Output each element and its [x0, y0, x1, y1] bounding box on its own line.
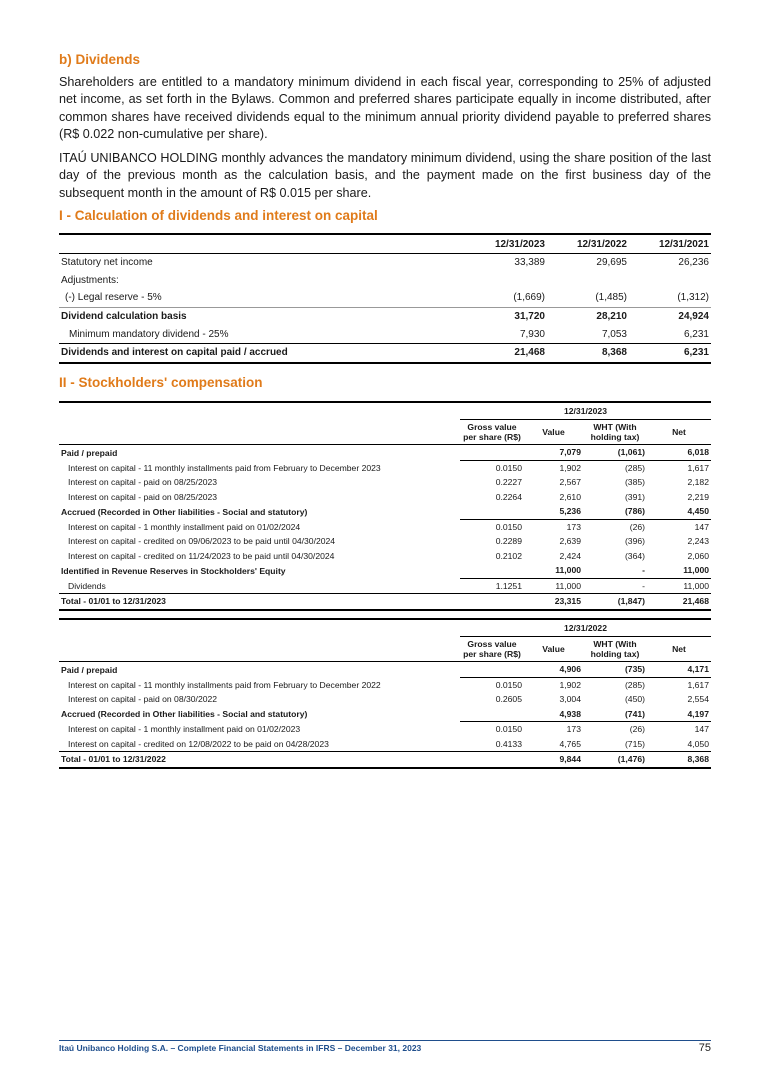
- row-label: Total - 01/01 to 12/31/2023: [59, 594, 460, 610]
- cell-value: 33,389: [514, 257, 545, 269]
- footer-divider: [59, 1040, 711, 1041]
- wht-header: WHT (With holding tax): [583, 637, 647, 662]
- row-label: Dividends and interest on capital paid / accrued: [59, 343, 465, 362]
- period-header: 12/31/2023: [460, 402, 711, 420]
- cell-value: 4,906: [524, 662, 583, 678]
- cell-wht: (735): [583, 662, 647, 678]
- table-row: [59, 549, 711, 564]
- cell-value: 2,567: [559, 477, 581, 488]
- table-row: [59, 692, 711, 707]
- cell-value: 7,079: [524, 445, 583, 461]
- wht-header: WHT (With holding tax): [583, 420, 647, 445]
- row-label: Interest on capital - 11 monthly installments paid from February to December 2022: [68, 679, 381, 690]
- cell-value: 8,368: [547, 343, 629, 362]
- cell-gross: 0.2227: [495, 477, 522, 488]
- cell-value: 24,924: [629, 307, 711, 325]
- cell-value: 2,424: [559, 550, 581, 561]
- dividends-calculation-table: [59, 233, 711, 364]
- cell-value: 3,004: [559, 694, 581, 705]
- row-label: Paid / prepaid: [61, 447, 118, 458]
- cell-value: 31,720: [465, 307, 547, 325]
- row-label: Interest on capital - paid on 08/25/2023: [68, 491, 218, 502]
- cell-net: 147: [694, 521, 709, 532]
- cell-net: 2,219: [687, 491, 709, 502]
- cell-net: 11,000: [647, 563, 711, 578]
- table-body: [59, 445, 711, 610]
- cell-value: 173: [566, 724, 581, 735]
- cell-wht: (396): [624, 536, 645, 547]
- cell-gross: [460, 662, 524, 678]
- cell-gross: [460, 752, 524, 768]
- cell-value: 26,236: [678, 257, 709, 269]
- table-row: [59, 445, 711, 461]
- cell-net: 4,171: [647, 662, 711, 678]
- table-row: [59, 272, 711, 290]
- section1-heading: I - Calculation of dividends and interest on capital: [59, 208, 378, 223]
- cell-value: 9,844: [524, 752, 583, 768]
- cell-wht: -: [642, 580, 645, 591]
- cell-value: (1,485): [595, 292, 627, 304]
- cell-net: 4,197: [647, 707, 711, 722]
- table-row: [59, 460, 711, 475]
- gross-value-header: Gross value per share (R$): [460, 420, 524, 445]
- cell-gross: [460, 707, 524, 722]
- table-row: [59, 289, 711, 307]
- table-row: [59, 519, 711, 534]
- cell-value: 7,053: [601, 328, 627, 340]
- table-row: [59, 490, 711, 505]
- dividends-paragraph-2: ITAÚ UNIBANCO HOLDING monthly advances the mandatory minimum dividend, using the share position of the last day of the previous month as the calculation basis, and the payment made on the first business day of the subsequent month in the amount of R$ 0.015 per share.: [59, 151, 711, 200]
- value-header: Value: [524, 420, 583, 445]
- cell-value: 1,902: [559, 679, 581, 690]
- cell-net: 21,468: [647, 594, 711, 610]
- row-label: Interest on capital - paid on 08/30/2022: [68, 694, 218, 705]
- table-row: [59, 578, 711, 594]
- cell-wht: (1,847): [583, 594, 647, 610]
- cell-value: 11,000: [555, 580, 581, 591]
- cell-gross: 0.0150: [495, 724, 522, 735]
- compensation-table-2022: [59, 618, 711, 769]
- row-label: Dividends: [68, 580, 106, 591]
- table-row: [59, 563, 711, 578]
- table-row: [59, 707, 711, 722]
- cell-value: 7,930: [519, 328, 545, 340]
- row-label: Total - 01/01 to 12/31/2022: [59, 752, 460, 768]
- cell-wht: (391): [624, 491, 645, 502]
- table-row: [59, 677, 711, 692]
- table-row: [59, 752, 711, 768]
- cell-wht: (715): [624, 738, 645, 749]
- row-label: (-) Legal reserve - 5%: [65, 292, 162, 304]
- cell-gross: 0.2264: [495, 491, 522, 502]
- cell-wht: (364): [624, 550, 645, 561]
- cell-net: 4,050: [687, 738, 709, 749]
- cell-net: 11,000: [683, 580, 709, 591]
- row-label: Accrued (Recorded in Other liabilities - Social and statutory): [61, 709, 308, 719]
- cell-value: 173: [566, 521, 581, 532]
- cell-gross: 1.1251: [495, 580, 522, 591]
- cell-wht: (26): [629, 724, 645, 735]
- cell-value: 5,236: [524, 504, 583, 519]
- cell-value: 4,938: [524, 707, 583, 722]
- row-label: Accrued (Recorded in Other liabilities - Social and statutory): [61, 506, 308, 517]
- cell-gross: 0.0150: [495, 462, 522, 473]
- cell-net: 1,617: [687, 462, 709, 473]
- table-row: [59, 504, 711, 519]
- cell-wht: (741): [583, 707, 647, 722]
- column-header: 12/31/2023: [465, 234, 547, 254]
- row-label: Interest on capital - 1 monthly installment paid on 01/02/2024: [68, 521, 301, 532]
- row-label: Adjustments:: [61, 274, 119, 286]
- row-label: Interest on capital - credited on 12/08/2022 to be paid on 04/28/2023: [68, 738, 329, 749]
- cell-gross: 0.2289: [495, 536, 522, 547]
- net-header: Net: [647, 637, 711, 662]
- cell-gross: 0.0150: [495, 679, 522, 690]
- cell-net: 147: [694, 724, 709, 735]
- cell-value: 2,610: [559, 491, 581, 502]
- cell-gross: [460, 445, 524, 461]
- gross-value-header: Gross value per share (R$): [460, 637, 524, 662]
- row-label: Interest on capital - 1 monthly installment paid on 01/02/2023: [68, 724, 301, 734]
- value-header: Value: [524, 637, 583, 662]
- row-label: Interest on capital - 11 monthly installments paid from February to December 2023: [68, 462, 381, 473]
- cell-value: 11,000: [524, 563, 583, 578]
- cell-net: 2,243: [687, 536, 709, 547]
- cell-wht: (26): [629, 521, 645, 532]
- table-row: [59, 343, 711, 362]
- cell-wht: (786): [583, 504, 647, 519]
- cell-wht: (285): [624, 679, 645, 690]
- row-label: Identified in Revenue Reserves in Stockholders' Equity: [61, 565, 286, 576]
- column-header: 12/31/2022: [547, 234, 629, 254]
- dividends-paragraph-1: Shareholders are entitled to a mandatory minimum dividend in each fiscal year, corresponding to 25% of adjusted net income, as set forth in the Bylaws. Common and preferred shares participate equally in income distributed, after common shares have received dividends equal to the minimum annual priority dividend payable to preferred shares (R$ 0.022 non-cumulative per share).: [59, 75, 711, 142]
- cell-net: 1,617: [687, 679, 709, 690]
- table-row: [59, 722, 711, 737]
- cell-wht: (1,061): [583, 445, 647, 461]
- row-label: Interest on capital - credited on 09/06/2023 to be paid until 04/30/2024: [68, 536, 336, 547]
- table-row: [59, 254, 711, 272]
- footer-text: Itaú Unibanco Holding S.A. – Complete Financial Statements in IFRS – December 31, 2023: [59, 1043, 422, 1053]
- cell-wht: (385): [624, 477, 645, 488]
- table-header-row: [59, 234, 711, 254]
- cell-gross: [460, 594, 524, 610]
- row-label: Interest on capital - paid on 08/25/2023: [68, 477, 218, 488]
- compensation-table-2023: [59, 401, 711, 611]
- table-body: [59, 662, 711, 768]
- cell-net: 2,060: [687, 550, 709, 561]
- dividends-heading: b) Dividends: [59, 52, 141, 67]
- cell-net: 2,182: [687, 477, 709, 488]
- row-label: Dividend calculation basis: [59, 307, 465, 325]
- cell-gross: 0.2605: [495, 694, 522, 705]
- row-label: Minimum mandatory dividend - 25%: [69, 328, 229, 340]
- cell-value: 6,231: [683, 328, 709, 340]
- table-row: [59, 662, 711, 678]
- row-label: Statutory net income: [61, 257, 153, 269]
- table-row: [59, 594, 711, 610]
- cell-value: 2,639: [559, 536, 581, 547]
- page-number: 75: [698, 1042, 711, 1054]
- cell-value: 4,765: [559, 738, 581, 749]
- cell-net: 8,368: [647, 752, 711, 768]
- cell-value: (1,312): [677, 292, 709, 304]
- table-row: [59, 475, 711, 490]
- cell-wht: -: [583, 563, 647, 578]
- cell-net: 4,450: [647, 504, 711, 519]
- cell-gross: 0.0150: [495, 521, 522, 532]
- cell-value: 23,315: [524, 594, 583, 610]
- column-header: 12/31/2021: [629, 234, 711, 254]
- cell-value: 21,468: [465, 343, 547, 362]
- cell-net: 6,018: [647, 445, 711, 461]
- table-row: [59, 325, 711, 343]
- cell-gross: [460, 504, 524, 519]
- cell-value: 29,695: [596, 257, 627, 269]
- cell-value: (1,669): [513, 292, 545, 304]
- cell-wht: (285): [624, 462, 645, 473]
- net-header: Net: [647, 420, 711, 445]
- cell-wht: (450): [624, 694, 645, 705]
- row-label: Paid / prepaid: [61, 664, 118, 675]
- cell-net: 2,554: [687, 694, 709, 705]
- cell-gross: 0.4133: [495, 738, 522, 749]
- table-row: [59, 307, 711, 325]
- cell-gross: [460, 563, 524, 578]
- cell-value: 28,210: [547, 307, 629, 325]
- row-label: Interest on capital - credited on 11/24/2023 to be paid until 04/30/2024: [68, 550, 335, 561]
- cell-value: 6,231: [629, 343, 711, 362]
- table-row: [59, 737, 711, 752]
- section2-heading: II - Stockholders' compensation: [59, 375, 263, 390]
- cell-value: 1,902: [559, 462, 581, 473]
- cell-wht: (1,476): [583, 752, 647, 768]
- cell-gross: 0.2102: [495, 550, 522, 561]
- table-row: [59, 534, 711, 549]
- period-header: 12/31/2022: [460, 619, 711, 637]
